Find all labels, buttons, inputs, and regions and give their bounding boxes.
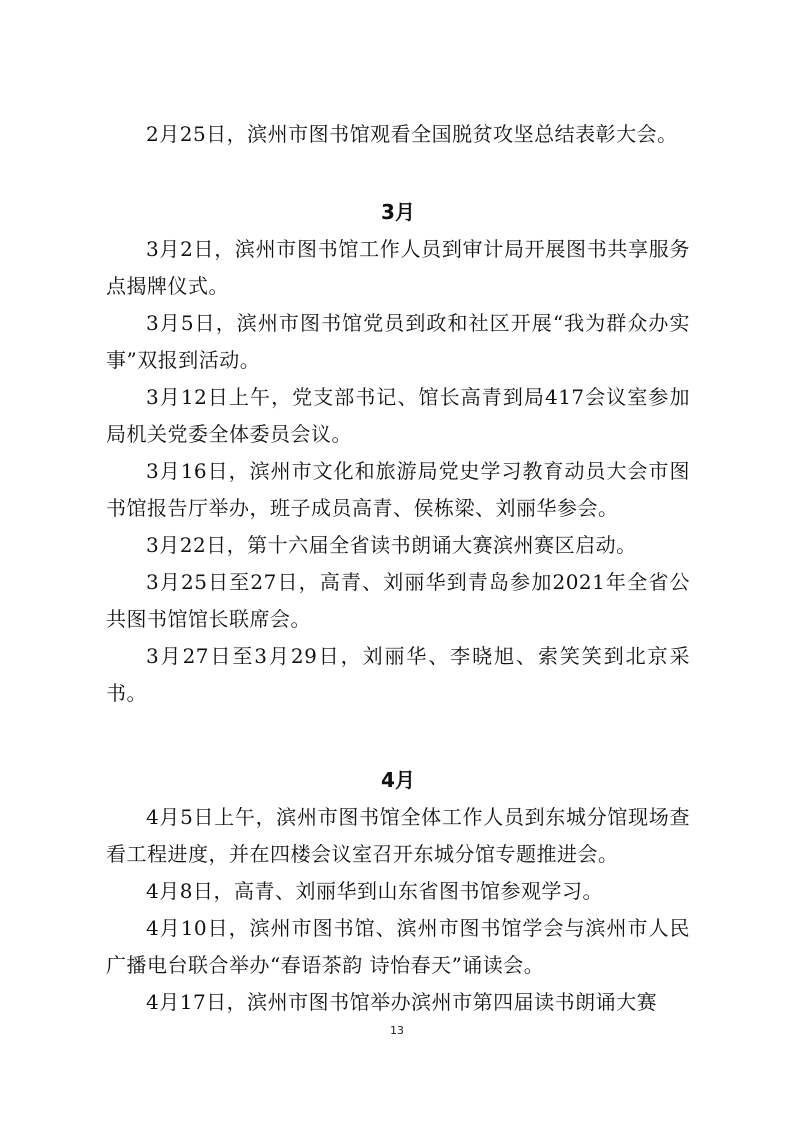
section-heading: 4月 [381, 768, 415, 792]
section-heading: 3月 [381, 200, 415, 224]
list-item: 3月27日至3月29日，刘丽华、李晓旭、索笑笑到北京采书。 [106, 644, 690, 705]
list-item: 3月2日，滨州市图书馆工作人员到审计局开展图书共享服务点揭牌仪式。 [106, 237, 690, 298]
list-item: 3月22日，第十六届全省读书朗诵大赛滨州赛区启动。 [146, 533, 637, 557]
opening-paragraph: 2月25日，滨州市图书馆观看全国脱贫攻坚总结表彰大会。 [146, 122, 678, 146]
list-item: 4月5日上午，滨州市图书馆全体工作人员到东城分馆现场查看工程进度，并在四楼会议室召开东城分馆专题推进会。 [106, 805, 690, 866]
section-april [106, 762, 690, 1021]
list-item: 4月8日，高青、刘丽华到山东省图书馆参观学习。 [146, 879, 603, 903]
list-item: 4月10日，滨州市图书馆、滨州市图书馆学会与滨州市人民广播电台联合举办“春语茶韵 诗怡春天”诵读会。 [106, 916, 690, 977]
list-item: 3月25日至27日，高青、刘丽华到青岛参加2021年全省公共图书馆馆长联席会。 [106, 570, 690, 631]
list-item: 4月17日，滨州市图书馆举办滨州市第四届读书朗诵大赛 [146, 990, 658, 1014]
list-item: 3月5日，滨州市图书馆党员到政和社区开展“我为群众办实事”双报到活动。 [106, 311, 690, 372]
list-item: 3月16日，滨州市文化和旅游局党史学习教育动员大会市图书馆报告厅举办，班子成员高青、侯栋梁、刘丽华参会。 [106, 459, 690, 520]
document-body [106, 116, 690, 1021]
list-item: 3月12日上午，党支部书记、馆长高青到局417会议室参加局机关党委全体委员会议。 [106, 385, 690, 446]
page-number: 13 [390, 1024, 404, 1037]
section-march [106, 194, 690, 712]
